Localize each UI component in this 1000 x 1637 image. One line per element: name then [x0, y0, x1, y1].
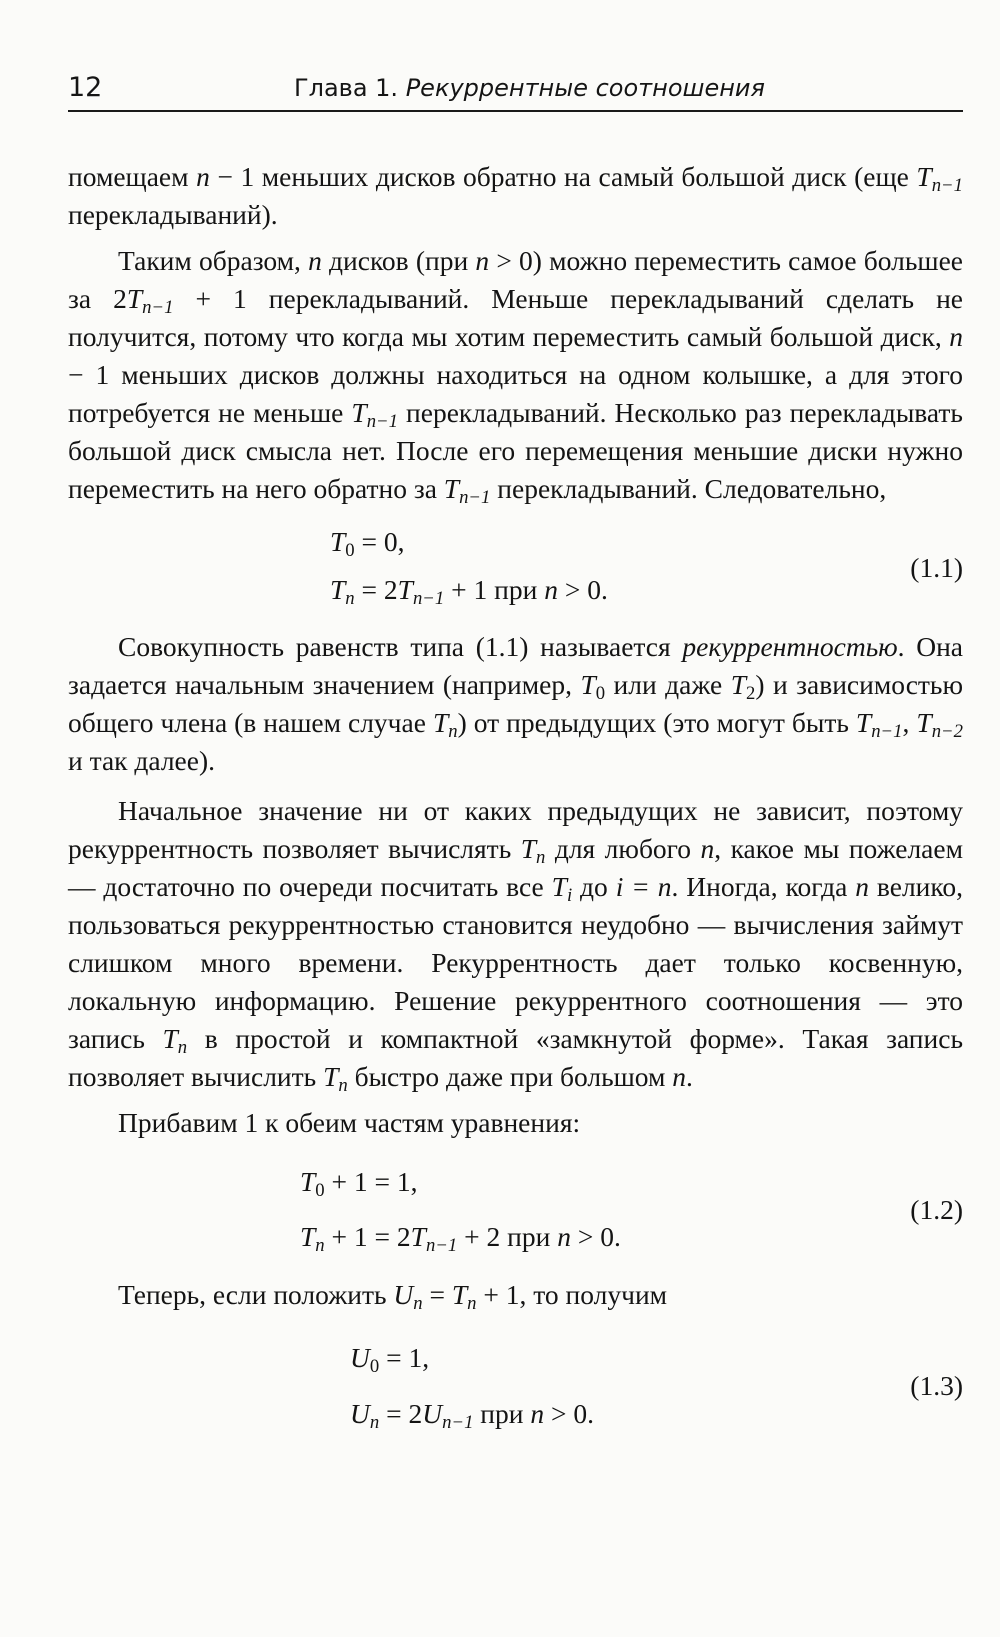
math-subscript: n: [369, 1412, 380, 1434]
math-subscript: i: [566, 885, 573, 907]
equation-line: [330, 526, 405, 562]
math-subscript: n−1: [412, 588, 445, 610]
text: Теперь, если положить: [118, 1279, 394, 1310]
text: ) от предыдущих (это могут быть: [457, 707, 856, 738]
math-var: T: [323, 1061, 339, 1092]
equation-number: (1.1): [910, 552, 963, 583]
equation-number: (1.2): [910, 1194, 963, 1225]
math-var: T: [126, 283, 143, 314]
math-subscript: 0: [369, 1356, 380, 1378]
math-expression: i = n: [615, 871, 672, 902]
text: .: [686, 1061, 693, 1092]
math-var: T: [551, 871, 567, 902]
math-var: U: [350, 1342, 370, 1373]
paragraph-1: [68, 158, 963, 234]
math-subscript: n−2: [931, 721, 964, 743]
math-var: T: [351, 397, 367, 428]
math-subscript: n−1: [366, 411, 398, 433]
equation-1-3: [68, 1314, 963, 1454]
page-number: 12: [68, 72, 103, 103]
math-subscript: n−1: [442, 1412, 474, 1434]
math-subscript: n: [467, 1293, 477, 1315]
equation-text: + 1 при: [444, 574, 545, 605]
equation-1-1: [68, 508, 963, 620]
math-var: n: [557, 1221, 571, 1252]
text: перекладываний. Несколько раз перекладывать большой диск смысла нет. После его перемещения меньшие диски нужно переместить на него обратно за: [68, 397, 963, 504]
equation-text: > 0.: [544, 1398, 594, 1429]
math-var: n: [475, 245, 490, 276]
equation-line: [330, 574, 608, 610]
math-var: T: [330, 574, 346, 605]
math-var: n: [855, 871, 870, 902]
math-var: n: [308, 245, 322, 276]
paragraph-6: [68, 1276, 963, 1314]
math-subscript: n: [413, 1293, 423, 1315]
equation-text: > 0.: [557, 574, 608, 605]
math-var: T: [330, 526, 346, 557]
math-var: U: [393, 1279, 414, 1310]
text: Совокупность равенств типа (1.1) называется: [118, 631, 683, 662]
math-var: T: [300, 1166, 316, 1197]
equation-text: = 0,: [354, 526, 405, 557]
math-subscript: n: [536, 847, 546, 869]
text: Начальное значение ни от каких предыдущих не зависит, поэтому рекуррентность позволяет вычислять: [68, 795, 963, 864]
text: ,: [902, 707, 917, 738]
math-var: T: [432, 707, 449, 738]
text: ) и зависимостью общего члена (в нашем случае: [68, 669, 964, 738]
math-subscript: n: [177, 1037, 188, 1059]
math-var: T: [916, 161, 932, 192]
math-var: T: [162, 1023, 178, 1054]
text: . Она задается начальным значением (например,: [68, 631, 963, 700]
text: + 1, то получим: [476, 1279, 668, 1310]
math-var: T: [451, 1279, 468, 1310]
math-subscript: n−1: [425, 1235, 458, 1257]
math-var: T: [730, 669, 746, 700]
text: > 0) можно переместить самое большее за 2: [68, 245, 963, 314]
equation-text: + 1 = 2: [324, 1221, 411, 1252]
chapter-title: Рекуррентные соотношения: [405, 74, 765, 102]
equation-text: = 2: [379, 1398, 423, 1429]
paragraph-3: [68, 628, 963, 780]
text: Прибавим 1 к обеим частям уравнения:: [118, 1107, 581, 1138]
text: для любого: [545, 833, 701, 864]
equation-line: [300, 1221, 621, 1257]
math-var: U: [422, 1398, 443, 1429]
math-var: T: [580, 669, 596, 700]
text: велико, пользоваться рекуррентностью становится неудобно — вычисления займут слишком много времени. Рекуррентность дает только косвенную, локальную информацию. Решение рекуррентного соотношения — это запись: [68, 871, 963, 1054]
text: − 1 меньших дисков должны находиться на одном колышке, а для этого потребуется не меньше: [68, 359, 963, 428]
equation-1-2: [68, 1142, 963, 1276]
math-subscript: n−1: [459, 487, 491, 509]
math-var: n: [196, 161, 210, 192]
text: перекладываний. Следовательно,: [490, 473, 887, 504]
page-body: [68, 158, 963, 1454]
text: + 1 перекладываний. Меньше перекладываний сделать не получится, потому что когда мы хотим переместить самый большой диск,: [68, 283, 963, 352]
text: перекладываний).: [68, 199, 278, 230]
equation-text: = 2: [354, 574, 398, 605]
equation-text: = 1,: [379, 1342, 430, 1373]
math-subscript: n−1: [142, 297, 174, 319]
math-subscript: n: [338, 1075, 348, 1097]
math-var: n: [672, 1061, 687, 1092]
math-var: T: [916, 707, 932, 738]
math-var: n: [530, 1398, 545, 1429]
math-var: T: [520, 833, 537, 864]
math-subscript: n: [315, 1235, 325, 1257]
text: Таким образом,: [118, 245, 309, 276]
equation-line: [350, 1398, 594, 1434]
text: или даже: [605, 669, 731, 700]
text: =: [422, 1279, 452, 1310]
math-subscript: n: [448, 721, 458, 743]
equation-text: при: [473, 1398, 531, 1429]
text: быстро даже при большом: [347, 1061, 673, 1092]
math-var: T: [443, 473, 460, 504]
paragraph-2: [68, 242, 963, 508]
text: до: [572, 871, 616, 902]
chapter-heading: [294, 74, 765, 102]
math-var: n: [700, 833, 715, 864]
math-subscript: n: [345, 588, 355, 610]
running-header: [68, 68, 963, 108]
math-var: T: [410, 1221, 426, 1252]
math-subscript: 0: [595, 683, 606, 705]
chapter-label: Глава 1.: [294, 74, 399, 102]
math-var: U: [350, 1398, 370, 1429]
math-var: T: [300, 1221, 316, 1252]
text: − 1 меньших дисков обратно на самый большой диск (еще: [209, 161, 917, 192]
text: . Иногда, когда: [671, 871, 856, 902]
text: в простой и компактной «замкнутой форме». Такая запись позволяет вычислить: [68, 1023, 963, 1092]
paragraph-5: [68, 1104, 963, 1142]
text: и так далее).: [68, 745, 215, 776]
text: дисков (при: [321, 245, 476, 276]
equation-text: + 1 = 1,: [324, 1166, 418, 1197]
equation-line: [300, 1166, 418, 1202]
equation-text: + 2 при: [457, 1221, 558, 1252]
equation-text: > 0.: [570, 1221, 621, 1252]
equation-number: (1.3): [910, 1370, 963, 1401]
emphasized-term: рекуррентностью: [682, 631, 898, 662]
math-subscript: 0: [345, 540, 355, 562]
math-subscript: 0: [315, 1180, 325, 1202]
text: , какое мы пожелаем — достаточно по очереди посчитать все: [68, 833, 963, 902]
math-var: n: [544, 574, 558, 605]
math-var: n: [949, 321, 963, 352]
math-subscript: n−1: [931, 175, 963, 197]
math-var: T: [397, 574, 413, 605]
math-subscript: 2: [746, 683, 756, 705]
header-rule: [68, 110, 963, 112]
equation-line: [350, 1342, 430, 1378]
math-var: T: [855, 707, 872, 738]
text: помещаем: [68, 161, 197, 192]
math-subscript: n−1: [871, 721, 903, 743]
paragraph-4: [68, 792, 963, 1096]
